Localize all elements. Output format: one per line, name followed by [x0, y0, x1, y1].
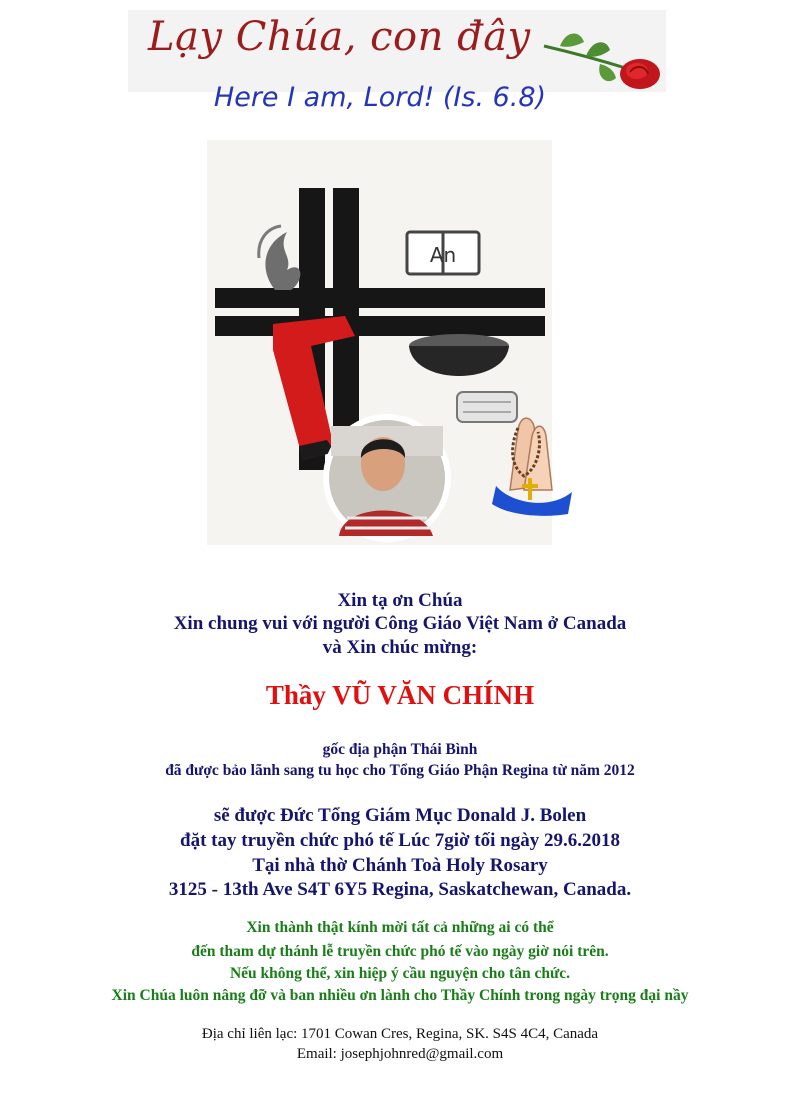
- svg-text:An: An: [429, 243, 457, 267]
- invitation-line-3: Nếu không thể, xin hiệp ý cầu nguyện cho tân chức.: [229, 965, 571, 982]
- book-icon: [407, 232, 479, 274]
- page-title: Lạy Chúa, con đây: [148, 14, 531, 60]
- praying-hands-icon: [488, 406, 576, 518]
- invitation-line-1: Xin thành thật kính mời tất cả những ai có thể: [246, 919, 554, 936]
- page-subtitle: Here I am, Lord! (Is. 6.8): [213, 82, 547, 113]
- invitation-line-2: đến tham dự thánh lễ truyền chức phó tế vào ngày giờ nói trên.: [191, 943, 609, 960]
- greeting-line-1: Xin tạ ơn Chúa: [337, 590, 463, 611]
- contact-email: Email: josephjohnred@gmail.com: [296, 1046, 504, 1062]
- origin-line-2: đã được bảo lãnh sang tu học cho Tổng Giáo Phận Regina từ năm 2012: [165, 762, 635, 779]
- portrait-avatar: [323, 414, 451, 542]
- ordination-line-1: sẽ được Đức Tổng Giám Mục Donald J. Bolen: [213, 805, 587, 826]
- origin-line-1: gốc địa phận Thái Bình: [322, 741, 478, 758]
- invitation-line-4: Xin Chúa luôn nâng đỡ và ban nhiều ơn lành cho Thầy Chính trong ngày trọng đại nầy: [111, 987, 689, 1004]
- ordination-line-2: đặt tay truyền chức phó tế Lúc 7giờ tối ngày 29.6.2018: [180, 830, 620, 851]
- ordination-line-4: 3125 - 13th Ave S4T 6Y5 Regina, Saskatchewan, Canada.: [168, 879, 632, 900]
- rose-icon: [540, 16, 666, 92]
- greeting-line-3: và Xin chúc mừng:: [322, 637, 478, 658]
- honoree-name: Thầy VŨ VĂN CHÍNH: [265, 680, 535, 710]
- cross-horizontal-bar: [215, 288, 545, 308]
- greeting-line-2: Xin chung vui với người Công Giáo Việt Nam ở Canada: [173, 613, 627, 634]
- ordination-line-3: Tại nhà thờ Chánh Toà Holy Rosary: [252, 855, 548, 876]
- cross-horizontal-bar-2: [215, 316, 545, 336]
- contact-address: Địa chỉ liên lạc: 1701 Cowan Cres, Regina, SK. S4S 4C4, Canada: [201, 1026, 599, 1042]
